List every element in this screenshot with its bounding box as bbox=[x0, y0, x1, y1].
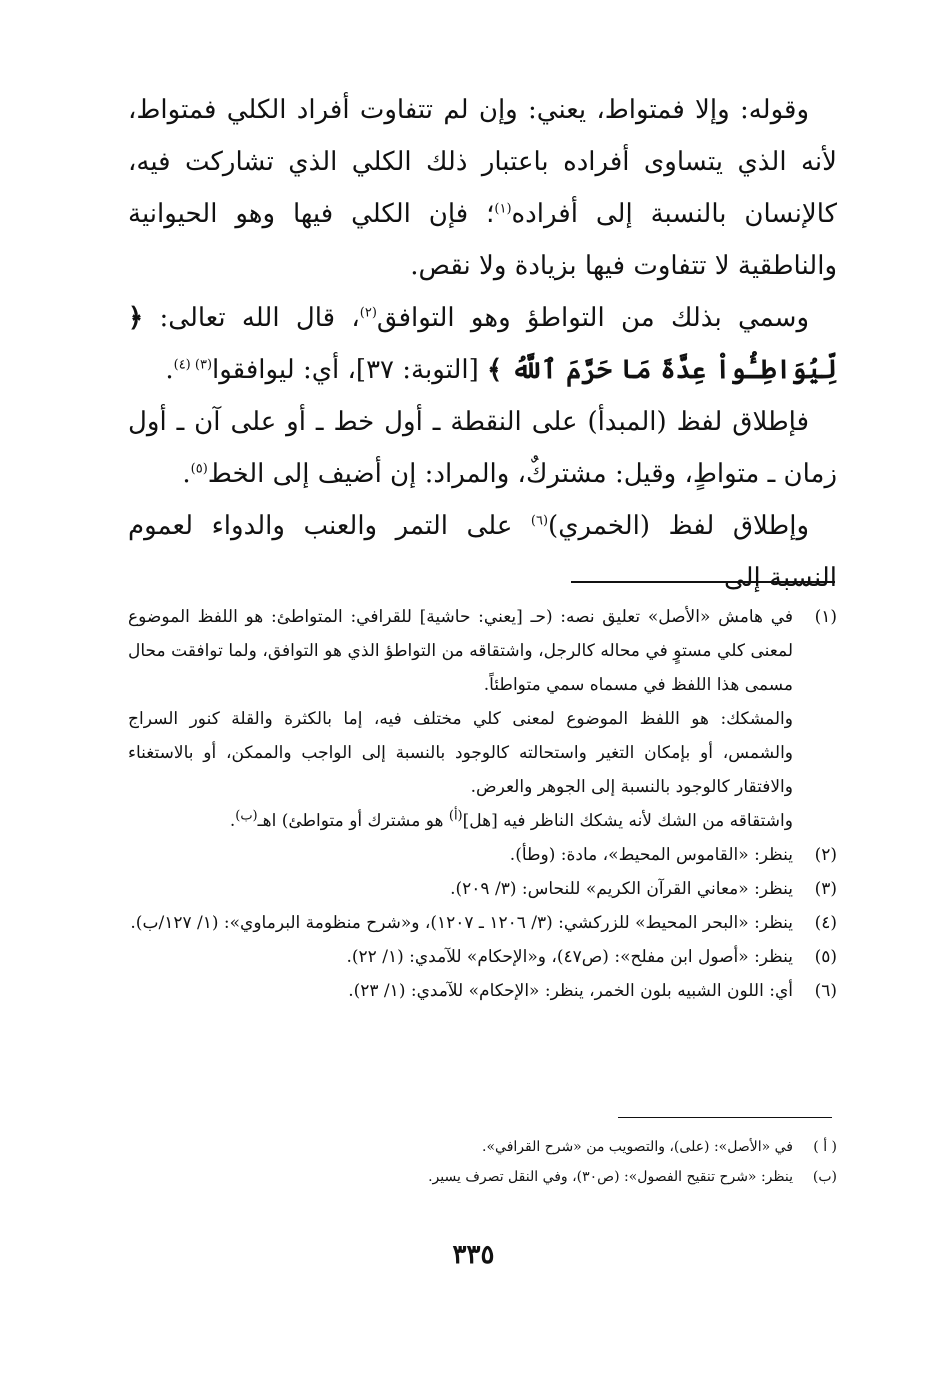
paragraph-1-end: ؛ فإن الكلي فيها وهو الحيوانية والناطقية لا تتفاوت فيها بزيادة ولا نقص. bbox=[128, 199, 837, 281]
editor-note-b bbox=[128, 1162, 837, 1192]
quran-verse: ﴿ لِّيُوَاطِـُٔواْ عِدَّةَ مَا حَرَّمَ ٱللَّهُ ﴾ bbox=[128, 303, 837, 385]
footnote-number: (٤) bbox=[814, 913, 837, 933]
footnote-1-line-2: والمشكك: هو اللفظ الموضوع لمعنى كلي مختلف فيه، إما بالكثرة والقلة كنور السراج والشمس، أو بإمكان التغير واستحالته كالوجود بالنسبة إلى الواجب والممكن، أو بالاستغناء والافتقار كالوجود بالنسبة إلى الجوهر والعرض. bbox=[128, 709, 793, 797]
paragraph-2-text-b: ، قال الله تعالى: bbox=[143, 303, 360, 333]
footnote-4 bbox=[128, 906, 837, 940]
paragraph-3-text: فإطلاق لفظ (المبدأ) على النقطة ـ أول خط ـ أو على آن ـ أول زمان ـ متواطٍ، وقيل: مشتركٌ، والمراد: إن أضيف إلى الخط bbox=[128, 407, 837, 489]
paragraph-3 bbox=[128, 396, 837, 500]
editor-note-a bbox=[128, 1132, 837, 1162]
paragraph-2-text-a: وسمي بذلك من التواطؤ وهو التوافق bbox=[376, 303, 810, 333]
footnote-1 bbox=[128, 600, 837, 838]
page-number: ٣٣٥ bbox=[452, 1240, 495, 1270]
paragraph-4-end: على التمر والعنب والدواء لعموم النسبة إلى bbox=[128, 511, 837, 593]
footnote-1-last-b: هو مشترك أو متواطئ) اهـ bbox=[257, 811, 449, 831]
footnotes bbox=[128, 600, 837, 1008]
footnote-number: (٣) bbox=[814, 879, 837, 899]
paragraph-4 bbox=[128, 500, 837, 604]
footnote-1-last-a: واشتقاقه من الشك لأنه يشكك الناظر فيه [هل] bbox=[462, 811, 793, 831]
footnote-body: ينظر: «البحر المحيط» للزركشي: (٣/ ١٢٠٦ ـ ١٢٠٧)، و«شرح منظومة البرماوي»: (١/ ١٢٧/ب). bbox=[130, 913, 793, 933]
paragraph-1-text: وقوله: وإلا فمتواط، يعني: وإن لم تتفاوت أفراد الكلي فمتواط، لأنه الذي يتساوى أفراده باعتبار ذلك الكلي الذي تشاركت فيه، كالإنسان بالنسبة إلى أفراده bbox=[128, 95, 837, 229]
subnote-ref-b[interactable]: (ب) bbox=[235, 808, 258, 824]
footnote-ref-2[interactable]: (٢) bbox=[359, 305, 377, 321]
subnote-ref-a[interactable]: (أ) bbox=[448, 808, 463, 824]
footnote-1-last-end: . bbox=[229, 811, 236, 831]
footnote-ref-6[interactable]: (٦) bbox=[530, 513, 549, 529]
footnote-3 bbox=[128, 872, 837, 906]
footnote-ref-5[interactable]: (٥) bbox=[190, 461, 208, 477]
footnote-body: أي: اللون الشبيه بلون الخمر، ينظر: «الإحكام» للآمدي: (١/ ٢٣). bbox=[348, 981, 793, 1001]
editor-notes bbox=[128, 1132, 837, 1192]
footnote-2 bbox=[128, 838, 837, 872]
editor-note-text: في «الأصل»: (على)، والتصويب من «شرح القرافي». bbox=[482, 1139, 793, 1155]
footnote-separator bbox=[571, 581, 835, 583]
paragraph-3-end: . bbox=[182, 459, 191, 489]
footnote-body: ينظر: «القاموس المحيط»، مادة: (وطأ). bbox=[509, 845, 793, 865]
paragraph-2-end: . bbox=[165, 355, 174, 385]
footnote-ref-3-4[interactable]: (٣) (٤) bbox=[173, 357, 213, 373]
footnote-1-line-3 bbox=[128, 804, 793, 838]
footnote-body: ينظر: «معاني القرآن الكريم» للنحاس: (٣/ ٢٠٩). bbox=[450, 879, 793, 899]
footnote-number: (٦) bbox=[814, 981, 837, 1001]
footnote-6 bbox=[128, 974, 837, 1008]
footnote-body: ينظر: «أصول ابن مفلح»: (ص٤٧)، و«الإحكام» للآمدي: (١/ ٢٢). bbox=[346, 947, 793, 967]
paragraph-4-text: وإطلاق لفظ (الخمري) bbox=[548, 511, 809, 541]
footnote-number: (٢) bbox=[814, 845, 837, 865]
editor-note-letter: ( أ ) bbox=[813, 1139, 837, 1155]
footnote-number: (٥) bbox=[814, 947, 837, 967]
footnote-number: (١) bbox=[814, 607, 837, 627]
paragraph-2-text-c: [التوبة: ٣٧]، أي: ليوافقوا bbox=[212, 355, 488, 385]
footnote-ref-1[interactable]: (١) bbox=[494, 201, 512, 217]
paragraph-1 bbox=[128, 84, 837, 292]
footnote-1-line-1: في هامش «الأصل» تعليق نصه: (حـ [يعني: حاشية] للقرافي: المتواطئ: هو اللفظ الموضوع لمعنى كلي مستوٍ في محاله كالرجل، واشتقاقه من التواطؤ الذي هو التوافق، ولما توافقت محال مسمى هذا اللفظ في مسماه سمي متواطئاً. bbox=[128, 607, 793, 695]
footnote-5 bbox=[128, 940, 837, 974]
subnote-separator bbox=[618, 1117, 832, 1118]
main-text bbox=[128, 84, 837, 604]
footnote-body bbox=[128, 600, 793, 838]
editor-note-letter: (ب) bbox=[812, 1169, 837, 1185]
editor-note-text: ينظر: «شرح تنقيح الفصول»: (ص٣٠)، وفي النقل تصرف يسير. bbox=[428, 1169, 793, 1185]
paragraph-2 bbox=[128, 292, 837, 396]
